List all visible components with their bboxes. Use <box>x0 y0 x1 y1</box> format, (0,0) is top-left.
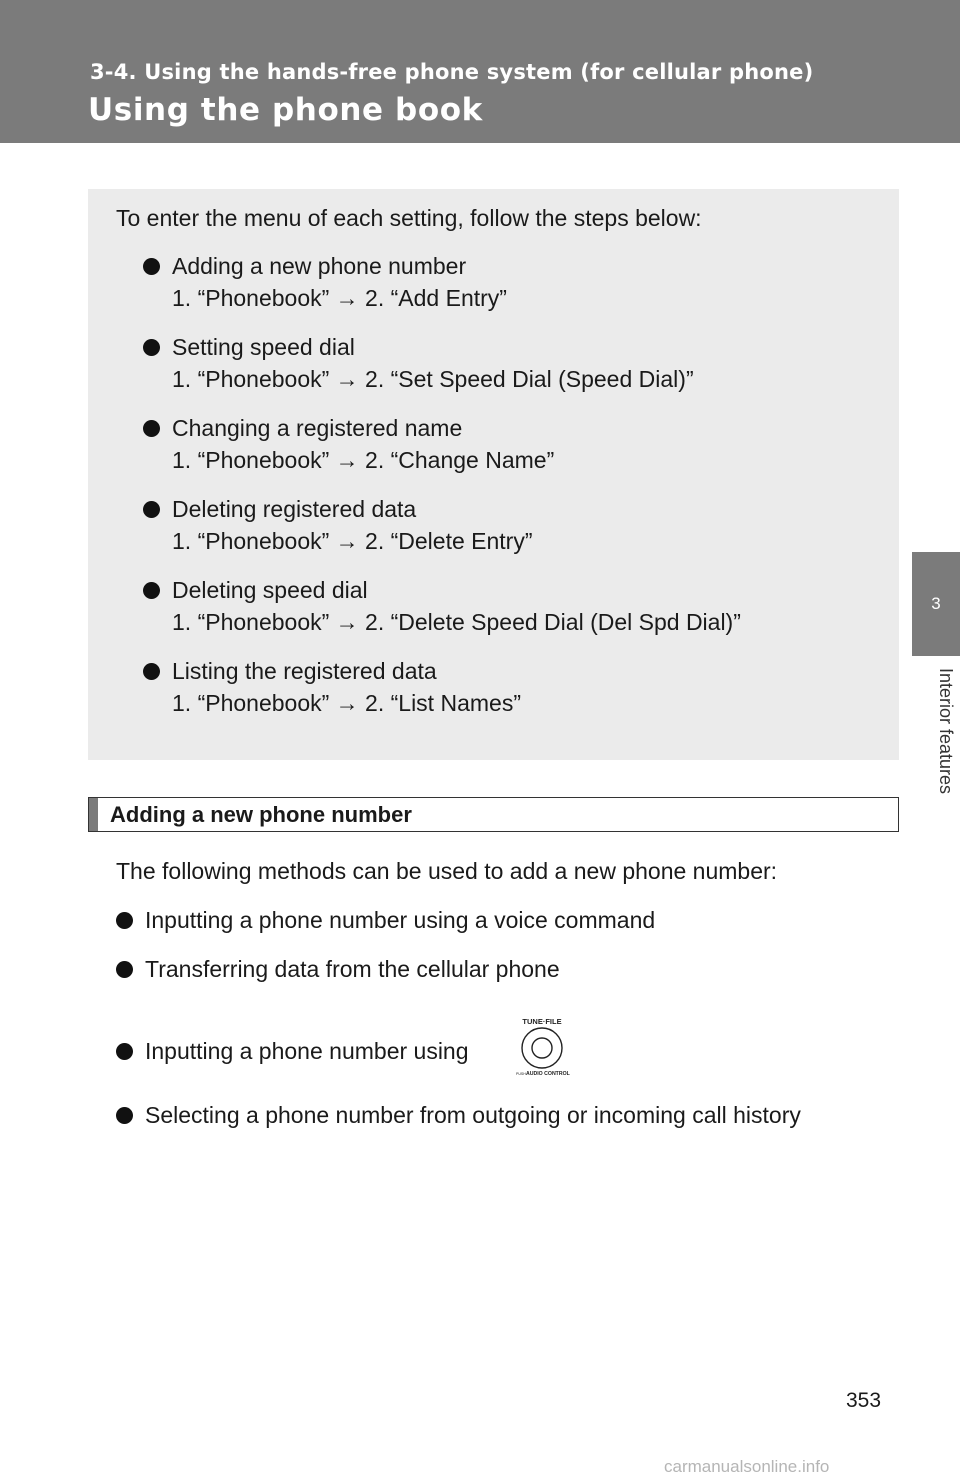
method-item <box>116 954 560 984</box>
menu-intro: To enter the menu of each setting, follow the steps below: <box>116 205 702 231</box>
menu-step-item <box>143 575 899 639</box>
bullet-icon <box>116 1107 133 1124</box>
methods-intro: The following methods can be used to add a new phone number: <box>116 858 778 884</box>
method-item <box>116 1036 469 1066</box>
method-text: Inputting a phone number using <box>145 1038 469 1064</box>
menu-step-item <box>143 251 899 315</box>
menu-steps-list <box>116 251 899 720</box>
knob-push-label: PUSH <box>516 1072 526 1076</box>
chapter-number: 3 <box>931 594 941 613</box>
subsection-heading-text: Adding a new phone number <box>110 801 412 827</box>
menu-step-title: Deleting speed dial <box>172 577 368 603</box>
menu-step-path: 1. “Phonebook” → 2. “List Names” <box>172 690 521 716</box>
menu-step-path: 1. “Phonebook” → 2. “Add Entry” <box>172 285 507 311</box>
method-item <box>116 905 655 935</box>
menu-step-item <box>143 413 899 477</box>
menu-step-item <box>143 332 899 396</box>
watermark: carmanualsonline.info <box>664 1457 830 1476</box>
page-number: 353 <box>846 1389 882 1412</box>
knob-inner-ring <box>532 1038 552 1058</box>
menu-step-path: 1. “Phonebook” → 2. “Delete Speed Dial (Del Spd Dial)” <box>172 609 741 635</box>
bullet-icon <box>143 339 160 356</box>
menu-steps-box <box>88 189 899 760</box>
menu-step-path: 1. “Phonebook” → 2. “Delete Entry” <box>172 528 533 554</box>
bullet-icon <box>143 501 160 518</box>
menu-step-title: Adding a new phone number <box>172 253 467 279</box>
menu-step-item <box>143 656 899 720</box>
bullet-icon <box>143 582 160 599</box>
bullet-icon <box>143 663 160 680</box>
section-title: 3-4. Using the hands-free phone system (for cellular phone) <box>90 60 814 84</box>
knob-bottom-label: AUDIO CONTROL <box>526 1071 570 1077</box>
page-title: Using the phone book <box>88 92 483 128</box>
menu-step-path: 1. “Phonebook” → 2. “Change Name” <box>172 447 555 473</box>
subsection-heading <box>88 797 899 832</box>
chapter-tab <box>912 552 960 656</box>
menu-step-title: Setting speed dial <box>172 334 355 360</box>
bullet-icon <box>116 912 133 929</box>
bullet-icon <box>116 1043 133 1060</box>
method-item <box>116 1100 801 1130</box>
bullet-icon <box>116 961 133 978</box>
bullet-icon <box>143 258 160 275</box>
chapter-label: Interior features <box>936 668 956 795</box>
method-text: Transferring data from the cellular phone <box>145 956 560 982</box>
menu-step-title: Changing a registered name <box>172 415 463 441</box>
page-header <box>0 0 960 143</box>
menu-step-title: Deleting registered data <box>172 496 417 522</box>
heading-marker <box>89 798 98 831</box>
menu-step-path: 1. “Phonebook” → 2. “Set Speed Dial (Speed Dial)” <box>172 366 694 392</box>
menu-step-item <box>143 494 899 558</box>
menu-step-title: Listing the registered data <box>172 658 437 684</box>
knob-top-label: TUNE·FILE <box>522 1017 562 1026</box>
tune-file-knob-icon <box>512 1014 574 1078</box>
bullet-icon <box>143 420 160 437</box>
method-text: Inputting a phone number using a voice command <box>145 907 656 933</box>
method-text: Selecting a phone number from outgoing or incoming call history <box>145 1102 801 1128</box>
